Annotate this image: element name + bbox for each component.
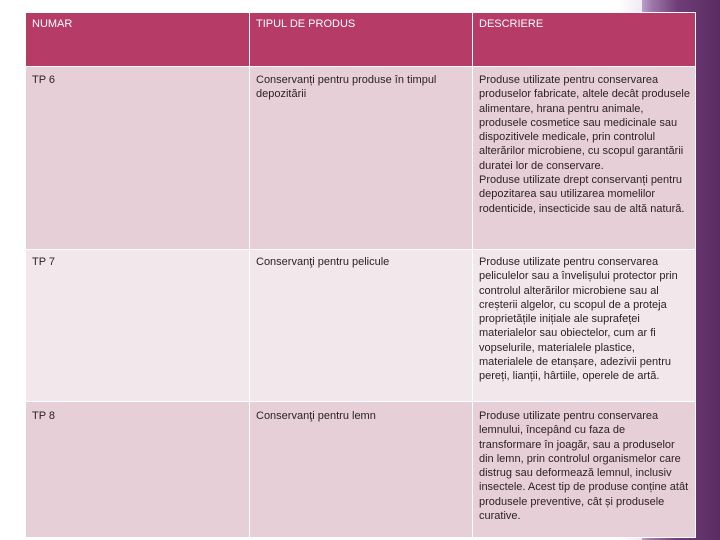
- cell-tip: Conservanţi pentru pelicule: [250, 250, 473, 402]
- header-numar: NUMAR: [26, 13, 250, 67]
- descriere-paragraph: Produse utilizate pentru conservarea lemnului, începând cu faza de transformare în joagăr, sau a produselor din lemn, prin controlul organismelor care distrug sau deformează lemnul, inclusiv insectele. Acest tip de produse conține atât produsele preventive, cât și produsele curative.: [479, 410, 689, 523]
- cell-descriere: [473, 402, 696, 538]
- cell-numar: TP 6: [26, 67, 250, 250]
- header-tipul-de-produs: TIPUL DE PRODUS: [250, 13, 473, 67]
- descriere-paragraph: Produse utilizate pentru conservarea peliculelor sau a învelișului protector prin controlul alterărilor microbiene sau al creșterii algelor, cu scopul de a proteja proprietățile inițiale ale suprafeței materialelor sau obiectelor, cum ar fi vopselurile, materialele plastice, materialele de etanșare, adezivii pentru pereți, lianții, hârtiile, operele de artă.: [479, 256, 678, 383]
- table-row: [26, 402, 696, 538]
- table-row: [26, 250, 696, 402]
- cell-numar: TP 7: [26, 250, 250, 402]
- header-descriere: DESCRIERE: [473, 13, 696, 67]
- table-row: [26, 67, 696, 250]
- descriere-paragraph: Produse utilizate drept conservanți pentru depozitarea sau utilizarea momelilor rodenticide, insecticide sau de altă natură.: [479, 174, 685, 215]
- cell-tip: Conservanți pentru produse în timpul depozitării: [250, 67, 473, 250]
- descriere-paragraph: Produse utilizate pentru conservarea produselor fabricate, altele decât produsele alimentare, hrana pentru animale, produsele cosmetice sau medicinale sau dispozitivele medicale, prin controlul alterărilor microbiene, cu scopul garantării duratei lor de conservare.: [479, 74, 690, 172]
- table-header-row: [26, 13, 696, 67]
- biocide-product-types-table: [25, 12, 696, 538]
- cell-descriere: [473, 67, 696, 250]
- cell-tip: Conservanţi pentru lemn: [250, 402, 473, 538]
- cell-descriere: [473, 250, 696, 402]
- cell-numar: TP 8: [26, 402, 250, 538]
